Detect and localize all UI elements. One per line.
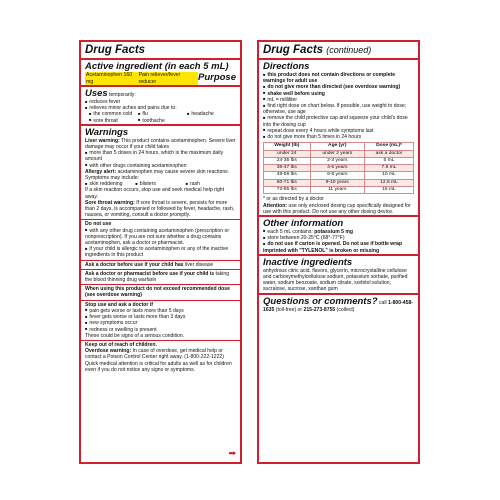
table-cell: 72-95 lbs xyxy=(264,187,311,194)
list-item: ■ repeat dose every 4 hours while symptoms last xyxy=(263,128,414,134)
table-cell: ask a doctor xyxy=(364,150,413,157)
list-item: ■ reduces fever xyxy=(85,99,236,105)
other-information-title: Other information xyxy=(263,217,344,229)
divider xyxy=(259,58,418,60)
ask-pharmacist-title: Ask a doctor or pharmacist before use if your child is xyxy=(85,270,215,277)
list-item: ■ rash xyxy=(186,181,236,187)
when-using-section: When using this product do not exceed recommended dose (see overdose warning) xyxy=(85,286,230,299)
table-row xyxy=(264,172,414,179)
questions-section xyxy=(259,296,418,314)
inactive-ingredients-text: anhydrous citric acid, flavors, glycerin, microcrystalline cellulose and carboxymethylcellulose sodium, potassium sorbate, purified water, sodium benzoate, sodium citrate, sorbitol solution, sucralose, sucrose, xanthan gum xyxy=(263,267,408,293)
list-item: ■ sore throat xyxy=(89,118,138,124)
list-item: ■ store between 20-25°C (68°-77°F) xyxy=(263,235,414,241)
inactive-ingredients-section xyxy=(259,257,418,293)
table-cell: under 2 years xyxy=(310,150,364,157)
panel-title-continued: (continued) xyxy=(326,45,372,55)
list-item: ■ more than 5 doses in 24 hours, which is the maximum daily amount xyxy=(85,150,236,162)
ingredient-purpose: Pain reliever/fever reducer xyxy=(138,72,181,85)
stop-use-followup: These could be signs of a serious condition. xyxy=(85,332,185,339)
divider xyxy=(81,260,240,261)
sore-throat-title: Sore throat warning: xyxy=(85,199,135,206)
keep-out-section xyxy=(81,342,240,373)
table-cell: 36-47 lbs xyxy=(264,165,311,172)
attention-text: use only enclosed dosing cup specifically designed for use with this product. Do not use any other dosing device. xyxy=(263,202,411,215)
phone-toll-free: 1-800-458-1635 xyxy=(263,299,413,313)
table-cell: 9-10 years xyxy=(310,179,364,186)
divider xyxy=(81,85,240,87)
stop-use-title: Stop use and ask a doctor if xyxy=(85,301,153,308)
ask-doctor-section xyxy=(81,262,240,268)
warnings-title: Warnings xyxy=(85,126,129,138)
table-row xyxy=(264,157,414,164)
sore-throat-text: If sore throat is severe, persists for more than 2 days, is accompanied or followed by fever, headache, rash, nausea, or vomiting, consult a doctor promptly. xyxy=(85,199,235,219)
list-item: ■ blisters xyxy=(135,181,185,187)
list-item: ■ pain gets worse or lasts more than 5 days xyxy=(85,308,236,314)
other-info-value: potassium 5 mg xyxy=(314,228,354,235)
table-header-row xyxy=(264,143,414,150)
questions-text: call xyxy=(378,299,387,306)
table-cell: 10 mL xyxy=(364,172,413,179)
panel-title: Drug Facts xyxy=(85,44,146,56)
list-item: ■ the common cold xyxy=(89,111,138,117)
ask-pharmacist-section xyxy=(81,271,240,283)
table-cell: 15 mL xyxy=(364,187,413,194)
keep-out-title: Keep out of reach of children. xyxy=(85,341,157,348)
active-ingredient-highlight xyxy=(85,72,198,85)
ask-doctor-title: Ask a doctor before use if your child has xyxy=(85,261,184,268)
list-item: ■ skin reddening xyxy=(85,181,135,187)
uses-title: Uses xyxy=(85,88,108,99)
table-row xyxy=(264,165,414,172)
table-cell: 60-71 lbs xyxy=(264,179,311,186)
divider xyxy=(259,254,418,256)
allergy-alert-title: Allergy alert: xyxy=(85,168,117,175)
panel-title: Drug Facts xyxy=(263,44,324,56)
list-item: ■ with any other drug containing acetaminophen (prescription or nonprescription). If you are not sure whether a drug contains acetaminophen, ask a doctor or pharmacist. xyxy=(85,228,236,247)
table-cell: 11 years xyxy=(310,187,364,194)
table-cell: 2-3 years xyxy=(310,157,364,164)
divider xyxy=(259,293,418,295)
liver-warning-title: Liver warning: xyxy=(85,137,120,144)
list-item: ■ if your child is allergic to acetaminophen or any of the inactive ingredients in this product xyxy=(85,246,236,258)
divider xyxy=(259,215,418,217)
do-not-use-title: Do not use xyxy=(85,221,112,228)
active-ingredient-title: Active ingredient (in each 5 mL) xyxy=(85,61,229,72)
divider xyxy=(81,269,240,270)
table-cell: 48-59 lbs xyxy=(264,172,311,179)
list-item: ■ new symptoms occur xyxy=(85,320,236,326)
inactive-ingredients-title: Inactive ingredients xyxy=(263,256,353,268)
table-cell: 7.5 mL xyxy=(364,165,413,172)
list-item: ■ mL = milliliter xyxy=(263,97,414,103)
table-row xyxy=(264,150,414,157)
table-cell: 6-8 years xyxy=(310,172,364,179)
purpose-title: Purpose xyxy=(197,72,236,83)
phone-collect: 215-273-8755 xyxy=(303,306,336,313)
table-cell: 12.5 mL xyxy=(364,179,413,186)
divider xyxy=(81,124,240,126)
list-item: ■ this product does not contain directions or complete warnings for adult use xyxy=(263,72,414,84)
questions-text: (toll-free) or xyxy=(275,306,303,313)
continue-arrow-icon: ➡ xyxy=(228,448,236,458)
list-item: ■ flu xyxy=(138,111,187,117)
uses-section xyxy=(81,88,240,124)
directions-section xyxy=(259,61,418,215)
allergy-followup: If a skin reaction occurs, stop use and seek medical help right away. xyxy=(85,187,225,200)
directions-title: Directions xyxy=(263,61,310,72)
table-cell: 5 mL xyxy=(364,157,413,164)
active-ingredient-section xyxy=(81,61,240,85)
divider xyxy=(81,58,240,60)
ingredient-name: Acetaminophen 160 mg xyxy=(86,72,133,85)
stop-use-section xyxy=(81,302,240,339)
dosing-table xyxy=(263,142,414,194)
list-item: ■ redness or swelling is present xyxy=(85,327,236,333)
list-item: ■ headache xyxy=(187,111,236,117)
table-cell: 4-5 years xyxy=(310,165,364,172)
table-cell: 24-35 lbs xyxy=(264,157,311,164)
list-item: ■ toothache xyxy=(138,118,187,124)
ask-pharmacist-text: taking the blood thinning drug warfarin xyxy=(85,270,230,284)
list-item: ■ remove the child protective cap and squeeze your child's dose into the dosing cup xyxy=(263,115,414,127)
list-item: ■ fever gets worse or lasts more than 3 days xyxy=(85,314,236,320)
questions-title: Questions or comments? xyxy=(263,295,378,307)
liver-warning-text: This product contains acetaminophen. Severe liver damage may occur if your child takes xyxy=(85,137,236,151)
divider xyxy=(81,340,240,341)
divider xyxy=(81,219,240,220)
list-item: ■ do not give more than directed (see overdose warning) xyxy=(263,84,414,90)
overdose-title: Overdose warning: xyxy=(85,348,132,355)
overdose-text: In case of overdose, get medical help or contact a Poison Control Center right away. (1-800-222-1222) Quick medical attention is critical for adults as well as for children even if you do not notice any signs or symptoms. xyxy=(85,348,232,373)
other-info-text: each 5 mL contains: xyxy=(267,228,313,235)
list-item: ■ with other drugs containing acetaminophen xyxy=(85,163,236,169)
table-cell: under 24 xyxy=(264,150,311,157)
allergy-alert-text: acetaminophen may cause severe skin reactions. Symptoms may include: xyxy=(85,168,230,182)
questions-text: (collect) xyxy=(336,306,355,313)
attention-title: Attention: xyxy=(263,202,288,209)
warnings-section xyxy=(81,127,240,219)
drug-facts-panel-right xyxy=(257,40,420,464)
drug-facts-panel-left xyxy=(79,40,242,464)
column-header: Age (yr) xyxy=(310,143,364,150)
table-row xyxy=(264,179,414,186)
ask-doctor-text: liver disease xyxy=(184,261,214,268)
list-item: ■ find right dose on chart below. If possible, use weight to dose; otherwise, use age xyxy=(263,103,414,115)
column-header: Weight (lb) xyxy=(264,143,311,150)
list-item: ■ do not give more than 5 times in 24 hours xyxy=(263,134,414,140)
table-row xyxy=(264,187,414,194)
list-item: ■ shake well before using xyxy=(263,91,414,97)
do-not-use-section xyxy=(81,221,240,258)
column-header: Dose (mL)* xyxy=(364,143,413,150)
divider xyxy=(81,284,240,285)
list-item: ■ relieves minor aches and pains due to: xyxy=(85,105,236,111)
other-information-section xyxy=(259,218,418,254)
divider xyxy=(81,300,240,301)
list-item: ■ do not use if carton is opened. Do not use if bottle wrap imprinted with "TYLENOL" is broken or missing xyxy=(263,241,414,253)
uses-intro: temporarily: xyxy=(109,92,136,98)
table-footnote: * or as directed by a doctor xyxy=(263,196,324,203)
